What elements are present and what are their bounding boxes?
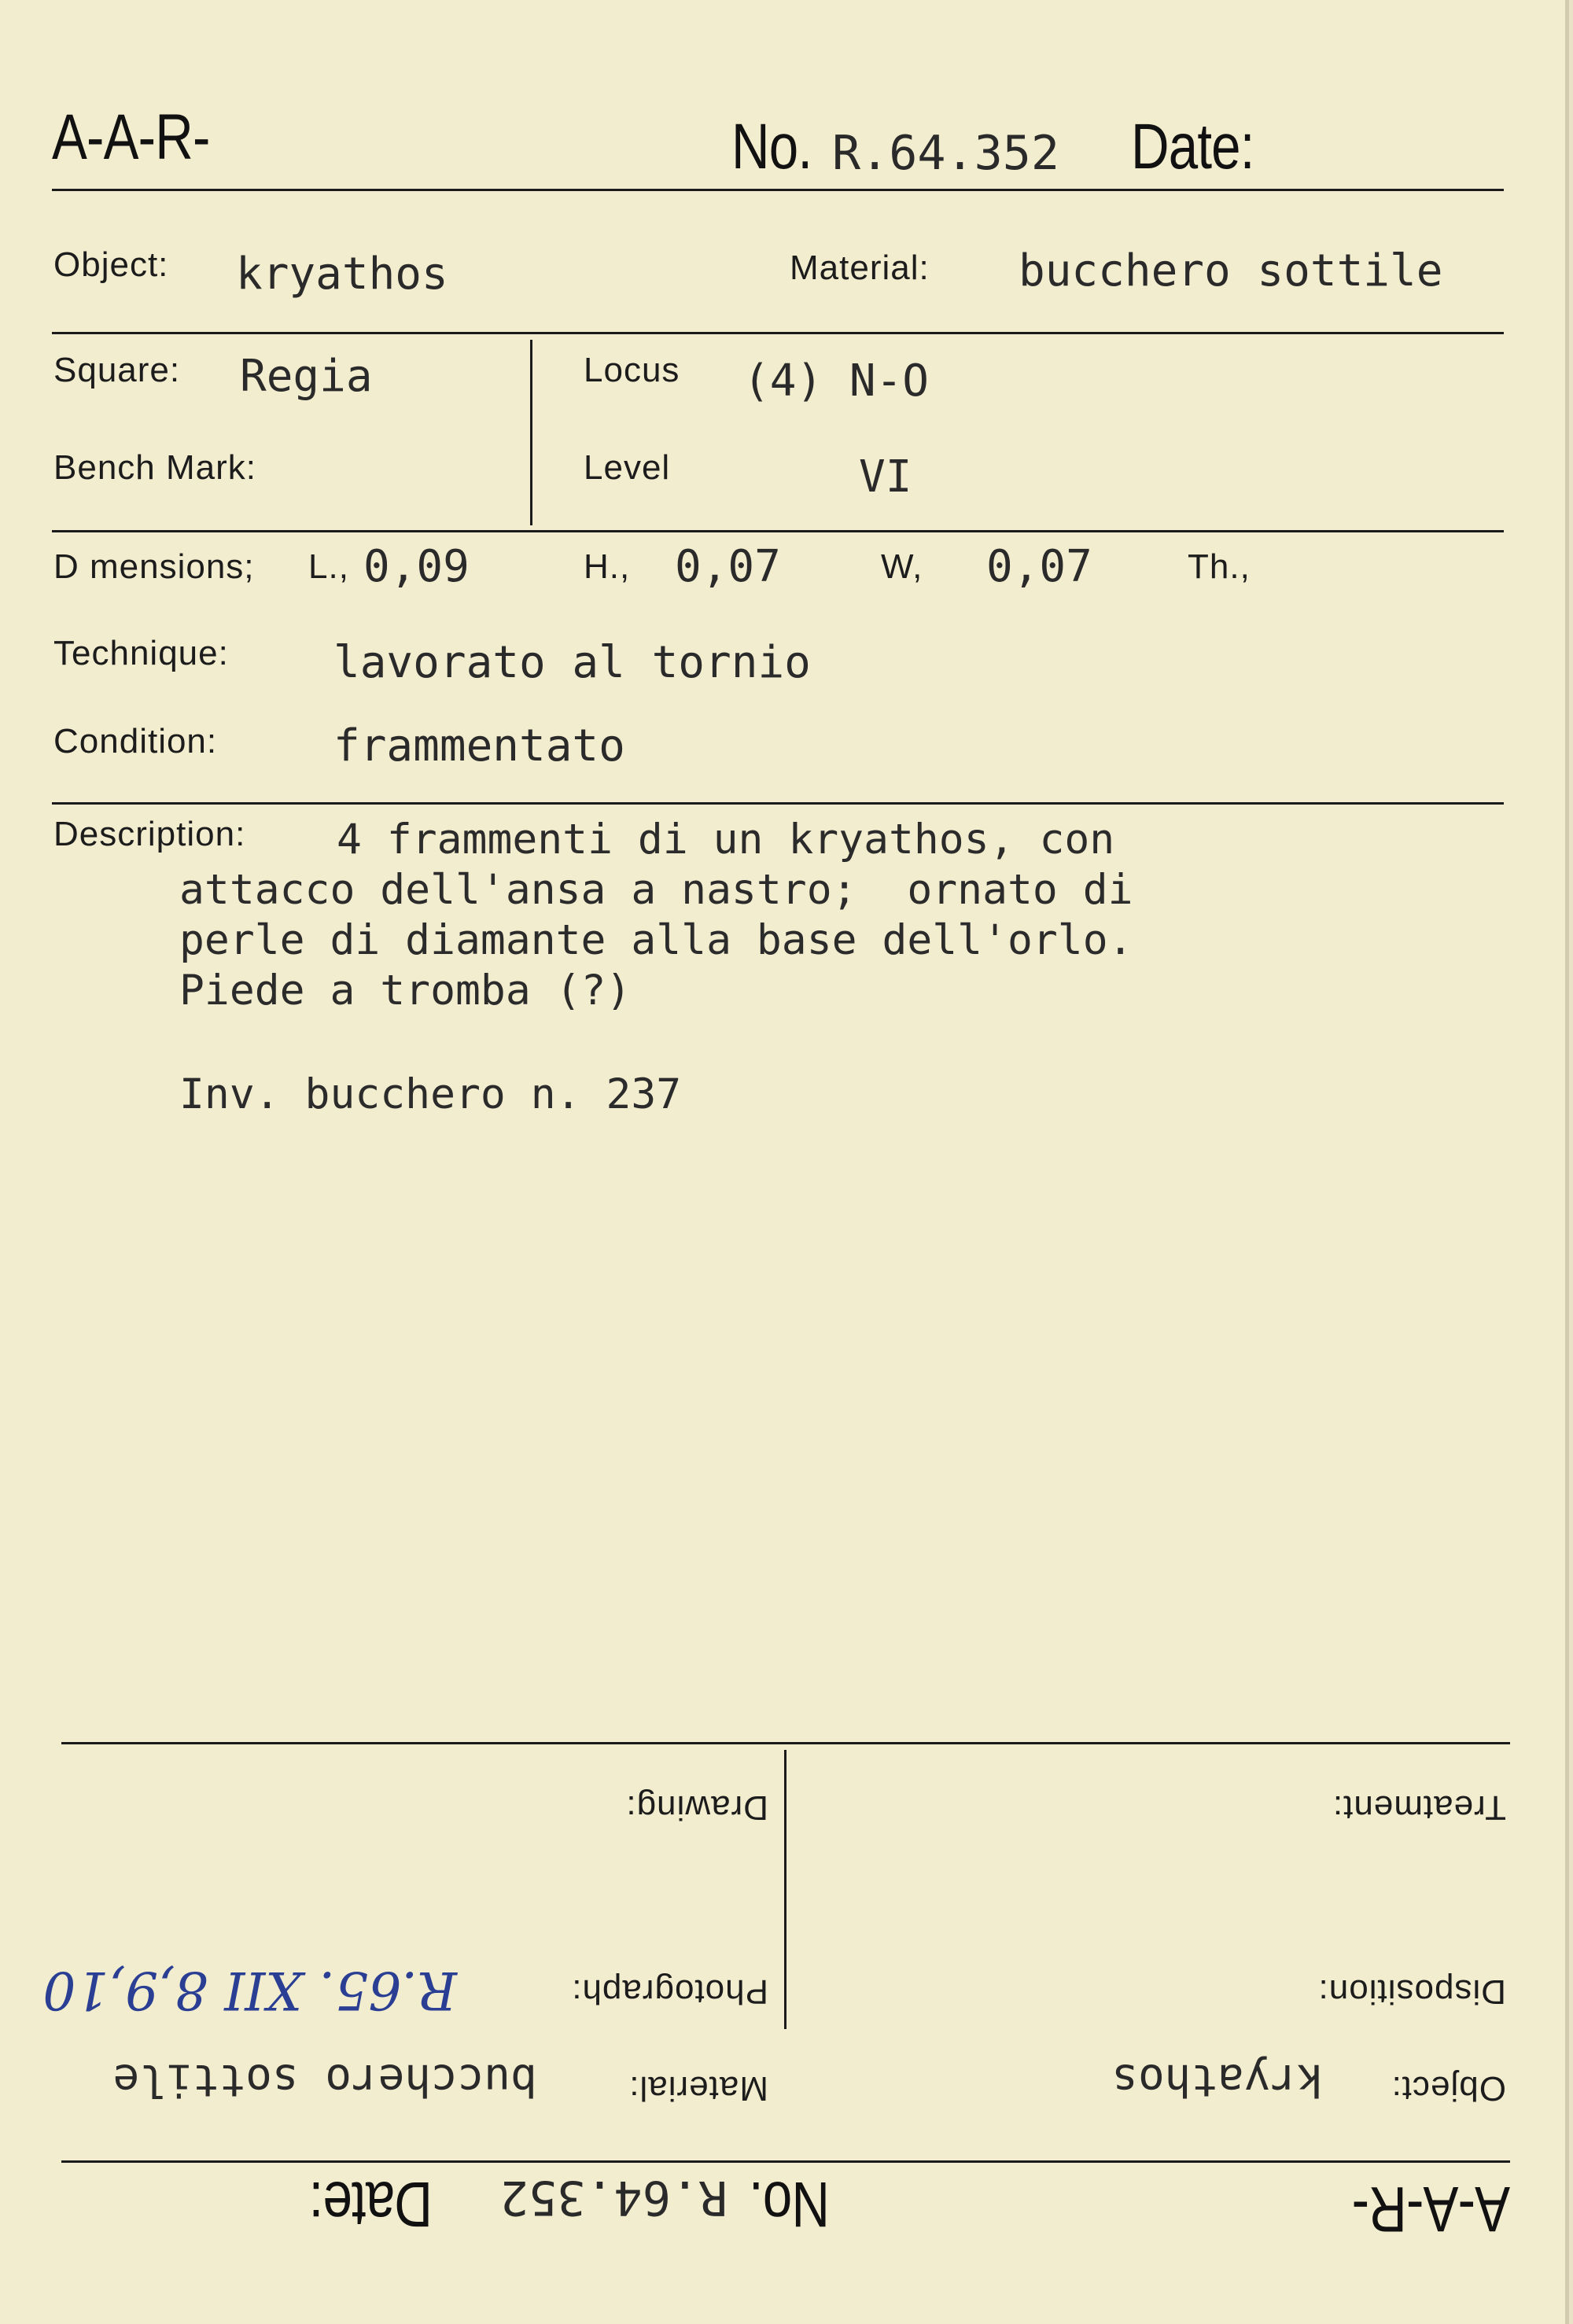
- object-label: Object:: [53, 245, 169, 284]
- width-label: W,: [881, 547, 923, 586]
- square-value: Regia: [240, 351, 373, 402]
- photograph-value: R.65. XII 8,9,10: [42, 1960, 457, 2020]
- dimensions-label: D mensions;: [53, 547, 255, 586]
- photograph-label: Photograph:: [571, 1972, 768, 2011]
- length-label: L.,: [308, 547, 349, 586]
- description-line-4: Piede a tromba (?): [179, 967, 632, 1015]
- object-value: kryathos: [236, 249, 448, 300]
- object-rule: [52, 332, 1504, 334]
- number-value: R.64.352: [832, 126, 1059, 181]
- treatment-label: Treatment:: [1332, 1788, 1506, 1827]
- square-label: Square:: [53, 351, 181, 389]
- stub-number-label: No.: [749, 2168, 830, 2240]
- locus-value: (4) N-O: [743, 355, 930, 407]
- stub-number-value: R.64.352: [500, 2170, 728, 2225]
- org-code: A-A-R-: [52, 101, 210, 173]
- level-label: Level: [584, 448, 671, 487]
- date-label: Date:: [1131, 111, 1254, 182]
- description-line-1: 4 frammenti di un kryathos, con: [337, 816, 1115, 864]
- height-value: 0,07: [675, 541, 781, 592]
- inverted-stub: [0, 1659, 1569, 2324]
- stub-object-value: kryathos: [1111, 2054, 1324, 2105]
- stub-material-label: Material:: [628, 2069, 768, 2108]
- technique-value: lavorato al tornio: [333, 637, 811, 688]
- description-label: Description:: [53, 815, 246, 853]
- bench-mark-label: Bench Mark:: [53, 448, 256, 487]
- stub-date-label: Date:: [309, 2168, 433, 2240]
- number-label: No.: [731, 111, 812, 182]
- length-value: 0,09: [363, 541, 470, 592]
- description-line-2: attacco dell'ansa a nastro; ornato di: [179, 866, 1133, 914]
- description-line-3: perle di diamante alla base dell'orlo.: [179, 916, 1133, 964]
- stub-bottom-rule: [61, 1742, 1510, 1744]
- height-label: H.,: [584, 547, 631, 586]
- thickness-label: Th.,: [1188, 547, 1251, 586]
- stub-divider: [784, 1750, 786, 2029]
- disposition-label: Disposition:: [1317, 1972, 1506, 2011]
- condition-value: frammentato: [333, 720, 625, 772]
- level-value: VI: [859, 451, 912, 503]
- stub-object-label: Object:: [1391, 2069, 1506, 2108]
- material-label: Material:: [790, 249, 930, 287]
- stub-header-rule: [61, 2160, 1510, 2163]
- square-divider: [530, 340, 532, 525]
- condition-label: Condition:: [53, 722, 218, 761]
- locus-label: Locus: [584, 351, 680, 389]
- header-rule: [52, 189, 1504, 191]
- drawing-label: Drawing:: [625, 1788, 768, 1827]
- stub-org-code: A-A-R-: [1352, 2173, 1510, 2245]
- location-rule: [52, 530, 1504, 532]
- stub-material-value: bucchero sottile: [112, 2054, 537, 2105]
- inventory-number: Inv. bucchero n. 237: [179, 1070, 682, 1118]
- condition-rule: [52, 802, 1504, 805]
- technique-label: Technique:: [53, 634, 229, 672]
- width-value: 0,07: [986, 541, 1092, 592]
- material-value: bucchero sottile: [1019, 245, 1443, 296]
